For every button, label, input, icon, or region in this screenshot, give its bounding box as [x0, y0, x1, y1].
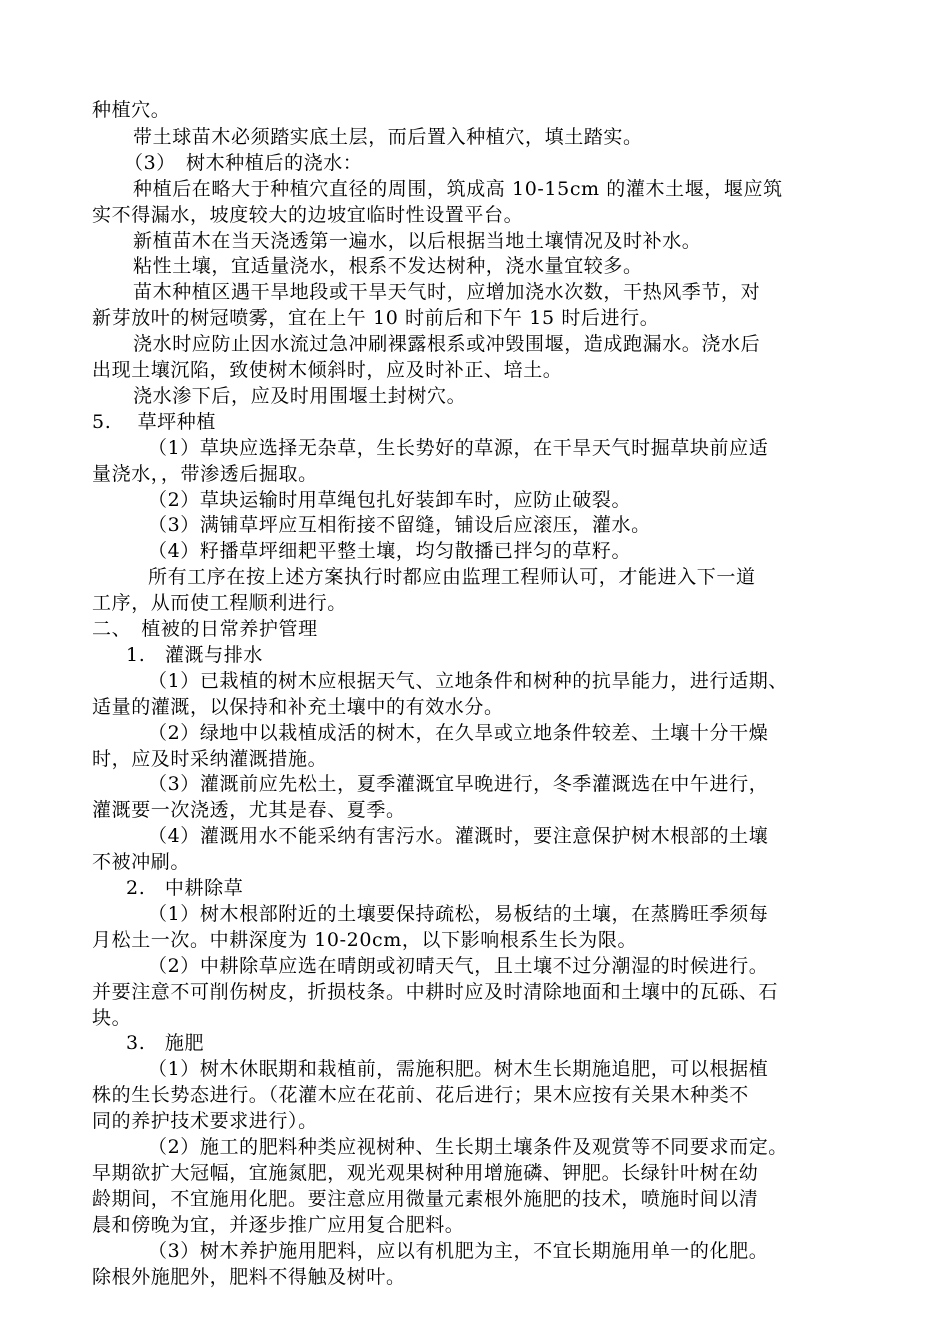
- text-line: 种植穴。: [92, 99, 171, 121]
- text-line: 适量的灌溉，以保持和补充土壤中的有效水分。: [92, 696, 504, 718]
- text-line: （1）树木休眠期和栽植前，需施积肥。树木生长期施追肥，可以根据植: [148, 1058, 769, 1080]
- text-line: （2）绿地中以栽植成活的树木，在久旱或立地条件较差、土壤十分干燥: [148, 722, 769, 744]
- text-line: （3）满铺草坪应互相衔接不留缝，铺设后应滚压，灌水。: [148, 514, 651, 536]
- text-line: 并要注意不可削伤树皮，折损枝条。中耕时应及时清除地面和土壤中的瓦砾、石: [92, 981, 779, 1003]
- text-line: 粘性土壤，宜适量浇水，根系不发达树种，浇水量宜较多。: [133, 255, 643, 277]
- text-line: 龄期间，不宜施用化肥。要注意应用微量元素根外施肥的技术，喷施时间以清: [92, 1188, 759, 1210]
- text-line: （4）灌溉用水不能采纳有害污水。灌溉时，要注意保护树木根部的土壤: [148, 825, 769, 847]
- text-line: （2）施工的肥料种类应视树种、生长期土壤条件及观赏等不同要求而定。: [148, 1136, 788, 1158]
- text-line: （2）中耕除草应选在晴朗或初晴天气，且土壤不过分潮湿的时候进行。: [148, 955, 769, 977]
- text-line: 块。: [92, 1007, 132, 1029]
- text-line: 浇水时应防止因水流过急冲刷裸露根系或冲毁围堰，造成跑漏水。浇水后: [133, 333, 761, 355]
- text-line: 所有工序在按上述方案执行时都应由监理工程师认可，才能进入下一道: [148, 566, 756, 588]
- text-line: （1）树木根部附近的土壤要保持疏松，易板结的土壤，在蒸腾旺季须每: [148, 903, 769, 925]
- text-line: （2）草块运输时用草绳包扎好装卸车时，应防止破裂。: [148, 489, 632, 511]
- text-line: 苗木种植区遇干旱地段或干旱天气时，应增加浇水次数，干热风季节，对: [133, 281, 761, 303]
- text-line: 种植后在略大于种植穴直径的周围，筑成高 10-15cm 的灌木土堰，堰应筑: [133, 178, 783, 200]
- subsection-heading: 2. 中耕除草: [126, 877, 244, 899]
- text-line: （3）灌溉前应先松土，夏季灌溉宜早晚进行，冬季灌溉选在中午进行，: [148, 773, 769, 795]
- subsection-heading: 3. 施肥: [126, 1032, 205, 1054]
- text-line: 出现土壤沉陷，致使树木倾斜时，应及时补正、培土。: [92, 359, 563, 381]
- text-line: 时，应及时采纳灌溉措施。: [92, 748, 328, 770]
- text-line: （4）籽播草坪细耙平整土壤，均匀散播已拌匀的草籽。: [148, 540, 632, 562]
- section-heading: 5. 草坪种植: [92, 411, 216, 433]
- text-line: 不被冲刷。: [92, 851, 191, 873]
- text-line: 带土球苗木必须踏实底土层，而后置入种植穴，填土踏实。: [133, 126, 643, 148]
- text-line: 同的养护技术要求进行）。: [92, 1110, 318, 1132]
- text-line: 株的生长势态进行。（花灌木应在花前、花后进行；果木应按有关果木种类不: [92, 1084, 749, 1106]
- text-line: 新芽放叶的树冠喷雾，宜在上午 10 时前后和下午 15 时后进行。: [92, 307, 660, 329]
- section-heading: （3） 树木种植后的浇水：: [124, 152, 363, 174]
- text-line: 新植苗木在当天浇透第一遍水，以后根据当地土壤情况及时补水。: [133, 230, 702, 252]
- text-line: 灌溉要一次浇透，尤其是春、夏季。: [92, 799, 406, 821]
- text-line: （1）已栽植的树木应根据天气、立地条件和树种的抗旱能力，进行适期、: [148, 670, 788, 692]
- text-line: 早期欲扩大冠幅，宜施氮肥，观光观果树种用增施磷、钾肥。长绿针叶树在幼: [92, 1162, 759, 1184]
- subsection-heading: 1. 灌溉与排水: [126, 644, 263, 666]
- text-line: 月松土一次。中耕深度为 10-20cm，以下影响根系生长为限。: [92, 929, 638, 951]
- text-line: 量浇水，，带渗透后掘取。: [92, 463, 318, 485]
- text-line: （3）树木养护施用肥料，应以有机肥为主，不宜长期施用单一的化肥。: [148, 1240, 769, 1262]
- text-line: 晨和傍晚为宜，并逐步推广应用复合肥料。: [92, 1214, 465, 1236]
- text-line: 实不得漏水，坡度较大的边坡宜临时性设置平台。: [92, 204, 524, 226]
- text-line: 除根外施肥外，肥料不得触及树叶。: [92, 1266, 406, 1288]
- text-line: （1）草块应选择无杂草，生长势好的草源，在干旱天气时掘草块前应适: [148, 437, 769, 459]
- text-line: 浇水渗下后，应及时用围堰土封树穴。: [133, 385, 467, 407]
- section-heading: 二、 植被的日常养护管理: [92, 618, 318, 640]
- text-line: 工序，从而使工程顺利进行。: [92, 592, 347, 614]
